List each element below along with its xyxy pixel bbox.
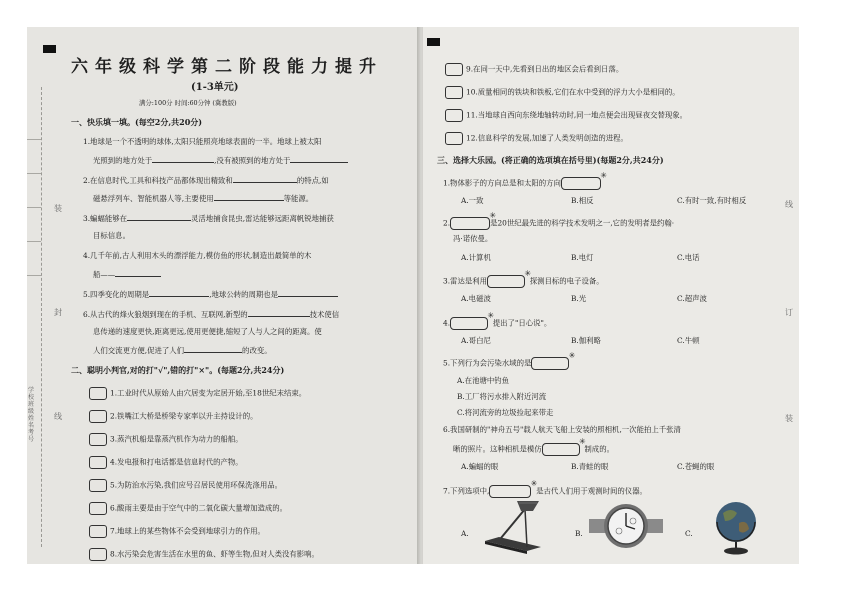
s1-text: ,没有被照到的地方处于 (214, 156, 291, 165)
wristwatch-icon[interactable] (589, 501, 663, 551)
judge-text: 10.质量相同的铁块和铁板,它们在水中受到的浮力大小是相同的。 (466, 87, 680, 97)
answer-box[interactable] (450, 217, 490, 230)
option-a[interactable]: A. (461, 529, 469, 538)
answer-blank[interactable] (278, 289, 338, 297)
option-a[interactable]: A.电磁波 (461, 294, 491, 303)
s1-line (93, 345, 272, 355)
binding-box (27, 219, 41, 242)
judge-item (89, 525, 265, 538)
corner-marker-right (427, 38, 440, 46)
answer-box[interactable] (561, 177, 601, 190)
choice-question: 6.我国研制的"神舟五号"载人航天飞船上安装的照相机,一次能拍上千张清 (443, 425, 681, 434)
s1-text: 5.四季变化的周期是 (83, 290, 150, 299)
question-number: 2. (443, 218, 451, 228)
judge-item (89, 502, 287, 515)
judge-text: 5.为防治水污染,我们应号召居民使用环保洗涤用品。 (110, 480, 282, 490)
s1-text: 人们交流更方便,促进了人们 (93, 346, 185, 355)
answer-box[interactable] (450, 317, 488, 330)
option-c[interactable]: C.苍蝇的眼 (677, 462, 715, 471)
question-stem: 是20世纪最先进的科学技术发明之一,它的发明者是约翰· (490, 218, 675, 228)
option-c[interactable]: C.超声波 (677, 294, 707, 303)
judge-item (89, 410, 257, 423)
answer-blank[interactable] (127, 213, 191, 221)
binding-box (27, 185, 41, 208)
answer-box[interactable] (531, 357, 569, 370)
answer-bracket[interactable] (89, 502, 107, 515)
answer-blank[interactable] (248, 309, 310, 317)
choice-question (443, 317, 551, 330)
option-c[interactable]: C.有时一致,有时相反 (677, 196, 747, 205)
s1-line (93, 155, 348, 165)
judge-item (89, 433, 243, 446)
judge-text: 8.水污染会危害生活在水里的鱼、虾等生物,但对人类没有影响。 (110, 549, 319, 559)
judge-text: 1.工业时代从原始人由穴居变为定居开始,至18世纪末结束。 (110, 388, 307, 398)
s1-text: 3.蝙蝠能够在 (83, 214, 128, 223)
question-stem: 1.物体影子的方向总是和太阳的方向 (443, 178, 561, 188)
judge-text: 9.在同一天中,先看到日出的地区会后看到日落。 (466, 64, 624, 74)
question-stem: 5.下列行为会污染水域的是 (443, 358, 532, 368)
s1-text: 6.从古代的烽火狼烟到现在的手机、互联网,新型的 (83, 310, 248, 319)
answer-bracket[interactable] (89, 548, 107, 561)
binding-box (27, 117, 41, 140)
right-page (423, 27, 799, 564)
s1-line (93, 193, 313, 203)
answer-bracket[interactable] (445, 109, 463, 122)
option-b[interactable]: B.青蛙的眼 (571, 462, 609, 471)
s1-text: 2.在信息时代,工具和科技产品都体现出精致和 (83, 176, 233, 185)
judge-text: 6.酸雨主要是由于空气中的二氧化碳大量增加造成的。 (110, 503, 288, 513)
page-subtitle: (1-3单元) (191, 82, 239, 93)
section3-heading: 三、选择大乐园。(将正确的选项填在括号里)(每题2分,共24分) (437, 155, 664, 165)
binding-box (27, 253, 41, 276)
judge-text: 7.地球上的某些物体不会受到地球引力的作用。 (110, 526, 265, 536)
answer-bracket[interactable] (445, 63, 463, 76)
section1-heading: 一、快乐填一填。(每空2分,共20分) (71, 117, 203, 127)
s1-text: 的改变。 (242, 346, 272, 355)
option-b[interactable]: B.电灯 (571, 253, 594, 262)
side-mark-xian: 线 (785, 200, 793, 209)
question-stem-cont: 冯·诺依曼。 (453, 234, 493, 243)
answer-bracket[interactable] (89, 410, 107, 423)
answer-blank[interactable] (152, 155, 214, 163)
corner-marker-left (43, 45, 56, 53)
judge-text: 12.信息科学的发展,加速了人类发明创造的进程。 (466, 133, 628, 143)
question-stem: 7.下列选项中, (443, 486, 490, 496)
answer-blank[interactable] (115, 269, 161, 277)
judge-item (445, 86, 680, 99)
answer-bracket[interactable] (445, 132, 463, 145)
choice-question (443, 217, 674, 230)
judge-item (445, 109, 687, 122)
choice-question (443, 275, 604, 288)
judge-item (89, 479, 282, 492)
option-a[interactable]: A.哥白尼 (461, 336, 491, 345)
answer-bracket[interactable] (89, 433, 107, 446)
s1-text: ,地球公转的周期也是 (209, 290, 279, 299)
s1-text: 船—— (93, 270, 116, 279)
s1-line (83, 309, 339, 319)
exam-photo (27, 27, 799, 564)
judge-text: 4.发电报和打电话都是信息时代的产物。 (110, 457, 243, 467)
page-title: 六年级科学第二阶段能力提升 (71, 57, 383, 77)
binding-strip (27, 87, 42, 547)
question-stem-after: 是古代人们用于观测时间的仪器。 (536, 486, 647, 496)
judge-item (89, 387, 306, 400)
s1-text: 等能源。 (283, 194, 314, 203)
option-a[interactable]: A.在池塘中钓鱼 (457, 376, 510, 385)
option-b[interactable]: B.光 (571, 294, 587, 303)
sundial-icon[interactable] (481, 497, 551, 555)
answer-bracket[interactable] (445, 86, 463, 99)
question-stem: 3.雷达是利用 (443, 276, 488, 286)
answer-blank[interactable] (290, 155, 348, 163)
answer-box[interactable] (542, 443, 580, 456)
question-stem-after: 制成的。 (584, 444, 614, 454)
answer-bracket[interactable] (89, 456, 107, 469)
option-b[interactable]: B.伽利略 (571, 336, 601, 345)
choice-question (443, 177, 601, 190)
question-stem: 提出了"日心说"。 (492, 318, 552, 328)
s1-line (83, 175, 329, 185)
s1-line (83, 213, 334, 223)
option-b[interactable]: B. (575, 529, 583, 538)
s1-text: 光照到的地方处于 (93, 156, 153, 165)
s1-text: 灵活地捕食昆虫,雷达能够远距离帆锐地捕获 (191, 214, 334, 223)
answer-blank[interactable] (184, 345, 242, 353)
s1-line: 4.几千年前,古人利用木头的漂浮能力,模仿鱼的形状,制造出最简单的木 (83, 251, 312, 260)
side-mark-ding: 订 (785, 308, 793, 317)
answer-blank[interactable] (214, 193, 284, 201)
binding-box (27, 151, 41, 174)
option-c[interactable]: C.牛顿 (677, 336, 700, 345)
judge-text: 3.蒸汽机船是靠蒸汽机作为动力的船舶。 (110, 434, 243, 444)
s1-line: 1.地球是一个不透明的球体,太阳只能照亮地球表面的一半。地球上被太阳 (83, 137, 322, 146)
s1-text: 技术使信 (309, 310, 340, 319)
question-number: 4. (443, 318, 451, 328)
side-mark-feng: 封 (54, 308, 62, 317)
option-a[interactable]: A.蝙蝠的眼 (461, 462, 499, 471)
answer-box[interactable] (487, 275, 525, 288)
choice-question-cont (453, 443, 614, 456)
question-stem-after: 探测目标的电子设备。 (529, 276, 604, 286)
side-mark-xian: 线 (54, 412, 62, 421)
left-page (27, 27, 419, 564)
judge-item (89, 548, 319, 561)
question-stem: 晰的照片。这种相机是模仿 (453, 444, 542, 454)
judge-text: 11.当地球自西向东绕地轴转动时,同一地点便会出现昼夜交替现象。 (466, 110, 688, 120)
s1-line: 目标信息。 (93, 231, 130, 240)
judge-item (445, 63, 623, 76)
judge-text: 2.铁嘴江大桥是桥梁专家率以升主持设计的。 (110, 411, 258, 421)
section2-heading: 二、聪明小判官,对的打"√",错的打"×"。(每题2分,共24分) (71, 365, 285, 375)
side-mark-zhuang: 装 (785, 414, 793, 423)
s1-text: 磁悬浮列车、智能机器人等,主要使用 (93, 194, 214, 203)
answer-bracket[interactable] (89, 525, 107, 538)
answer-bracket[interactable] (89, 479, 107, 492)
judge-item (89, 456, 243, 469)
s1-text: 的特点,如 (296, 176, 329, 185)
option-a[interactable]: A.计算机 (461, 253, 491, 262)
binding-label: 学校 班级 姓名 考号 (28, 387, 35, 443)
option-c[interactable]: C.电话 (677, 253, 700, 262)
option-c[interactable]: C. (685, 529, 693, 538)
judge-item (445, 132, 628, 145)
globe-icon[interactable] (709, 497, 763, 557)
choice-question (443, 357, 569, 370)
answer-blank[interactable] (149, 289, 209, 297)
s1-line (93, 269, 161, 279)
side-mark-zhuang: 装 (54, 204, 62, 213)
s1-line: 息传递的速度更快,距离更远,使用更便捷,缩短了人与人之间的距离。使 (93, 327, 322, 336)
answer-blank[interactable] (233, 175, 297, 183)
answer-bracket[interactable] (89, 387, 107, 400)
option-b[interactable]: B.相反 (571, 196, 594, 205)
option-a[interactable]: A.一致 (461, 196, 484, 205)
s1-line (83, 289, 338, 299)
option-b[interactable]: B.工厂将污水排入附近河流 (457, 392, 547, 401)
option-c[interactable]: C.将河流旁的垃圾捡起来带走 (457, 408, 554, 417)
exam-info: 满分:100分 时间:60分钟 (冀教版) (139, 99, 237, 107)
